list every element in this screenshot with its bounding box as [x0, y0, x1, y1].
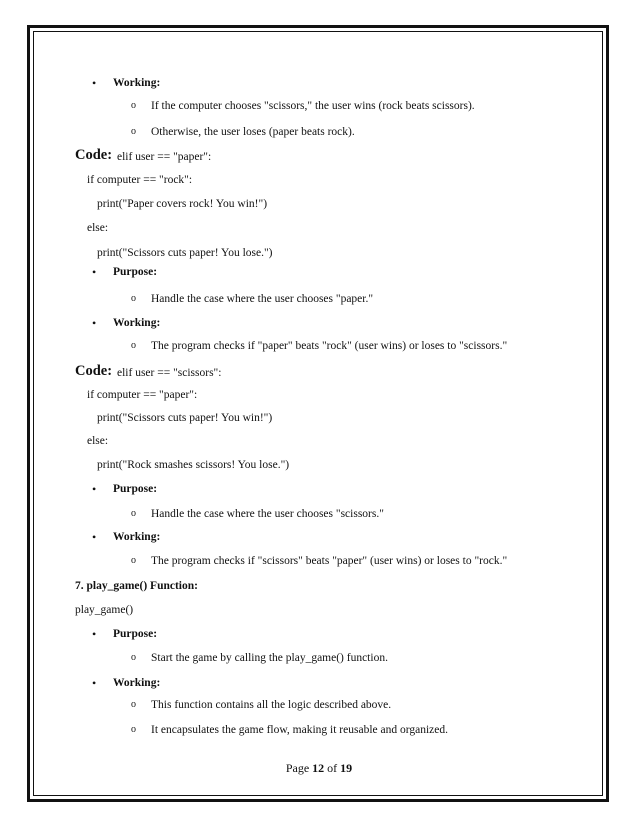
page-of: of [327, 761, 338, 775]
bullet-icon: • [92, 676, 97, 690]
sub-bullet-text: Start the game by calling the play_game() function. [151, 652, 388, 664]
code-line: if computer == "paper": [87, 389, 198, 401]
sub-bullet-text: The program checks if "paper" beats "rock" (user wins) or loses to "scissors." [151, 340, 508, 352]
sub-bullet-text: Handle the case where the user chooses "paper." [151, 293, 374, 305]
bullet-icon: • [92, 316, 97, 330]
code-line: print("Paper covers rock! You win!") [97, 198, 268, 210]
code-line: elif user == "paper": [117, 151, 212, 163]
bullet-label: Purpose: [113, 628, 158, 640]
sub-bullet-icon: o [131, 100, 136, 111]
code-line: else: [87, 435, 109, 447]
code-line: print("Rock smashes scissors! You lose.") [97, 459, 290, 471]
code-line: else: [87, 222, 109, 234]
bullet-icon: • [92, 627, 97, 641]
bullet-label: Working: [113, 77, 161, 89]
page-number [0, 761, 638, 775]
sub-bullet-icon: o [131, 508, 136, 519]
code-line: print("Scissors cuts paper! You win!") [97, 412, 273, 424]
sub-bullet-text: Otherwise, the user loses (paper beats rock). [151, 126, 355, 138]
body-text: play_game() [75, 604, 134, 616]
code-line: elif user == "scissors": [117, 367, 222, 379]
code-line: if computer == "rock": [87, 174, 193, 186]
sub-bullet-text: If the computer chooses "scissors," the user wins (rock beats scissors). [151, 100, 475, 112]
total-pages: 19 [340, 761, 353, 775]
sub-bullet-icon: o [131, 724, 136, 735]
current-page: 12 [312, 761, 325, 775]
sub-bullet-text: The program checks if "scissors" beats "paper" (user wins) or loses to "rock." [151, 555, 508, 567]
code-line: print("Scissors cuts paper! You lose.") [97, 247, 273, 259]
bullet-label: Working: [113, 317, 161, 329]
bullet-icon: • [92, 530, 97, 544]
sub-bullet-text: It encapsulates the game flow, making it reusable and organized. [151, 724, 448, 736]
bullet-icon: • [92, 482, 97, 496]
code-label: Code: [75, 363, 113, 379]
code-label: Code: [75, 147, 113, 163]
sub-bullet-icon: o [131, 699, 136, 710]
sub-bullet-icon: o [131, 340, 136, 351]
bullet-icon: • [92, 76, 97, 90]
sub-bullet-icon: o [131, 126, 136, 137]
page-label: Page [285, 761, 310, 775]
sub-bullet-text: Handle the case where the user chooses "scissors." [151, 508, 384, 520]
bullet-icon: • [92, 265, 97, 279]
sub-bullet-icon: o [131, 293, 136, 304]
section-heading: 7. play_game() Function: [75, 580, 198, 592]
bullet-label: Purpose: [113, 266, 158, 278]
bullet-label: Working: [113, 531, 161, 543]
sub-bullet-icon: o [131, 555, 136, 566]
sub-bullet-text: This function contains all the logic described above. [151, 699, 392, 711]
bullet-label: Working: [113, 677, 161, 689]
bullet-label: Purpose: [113, 483, 158, 495]
sub-bullet-icon: o [131, 652, 136, 663]
